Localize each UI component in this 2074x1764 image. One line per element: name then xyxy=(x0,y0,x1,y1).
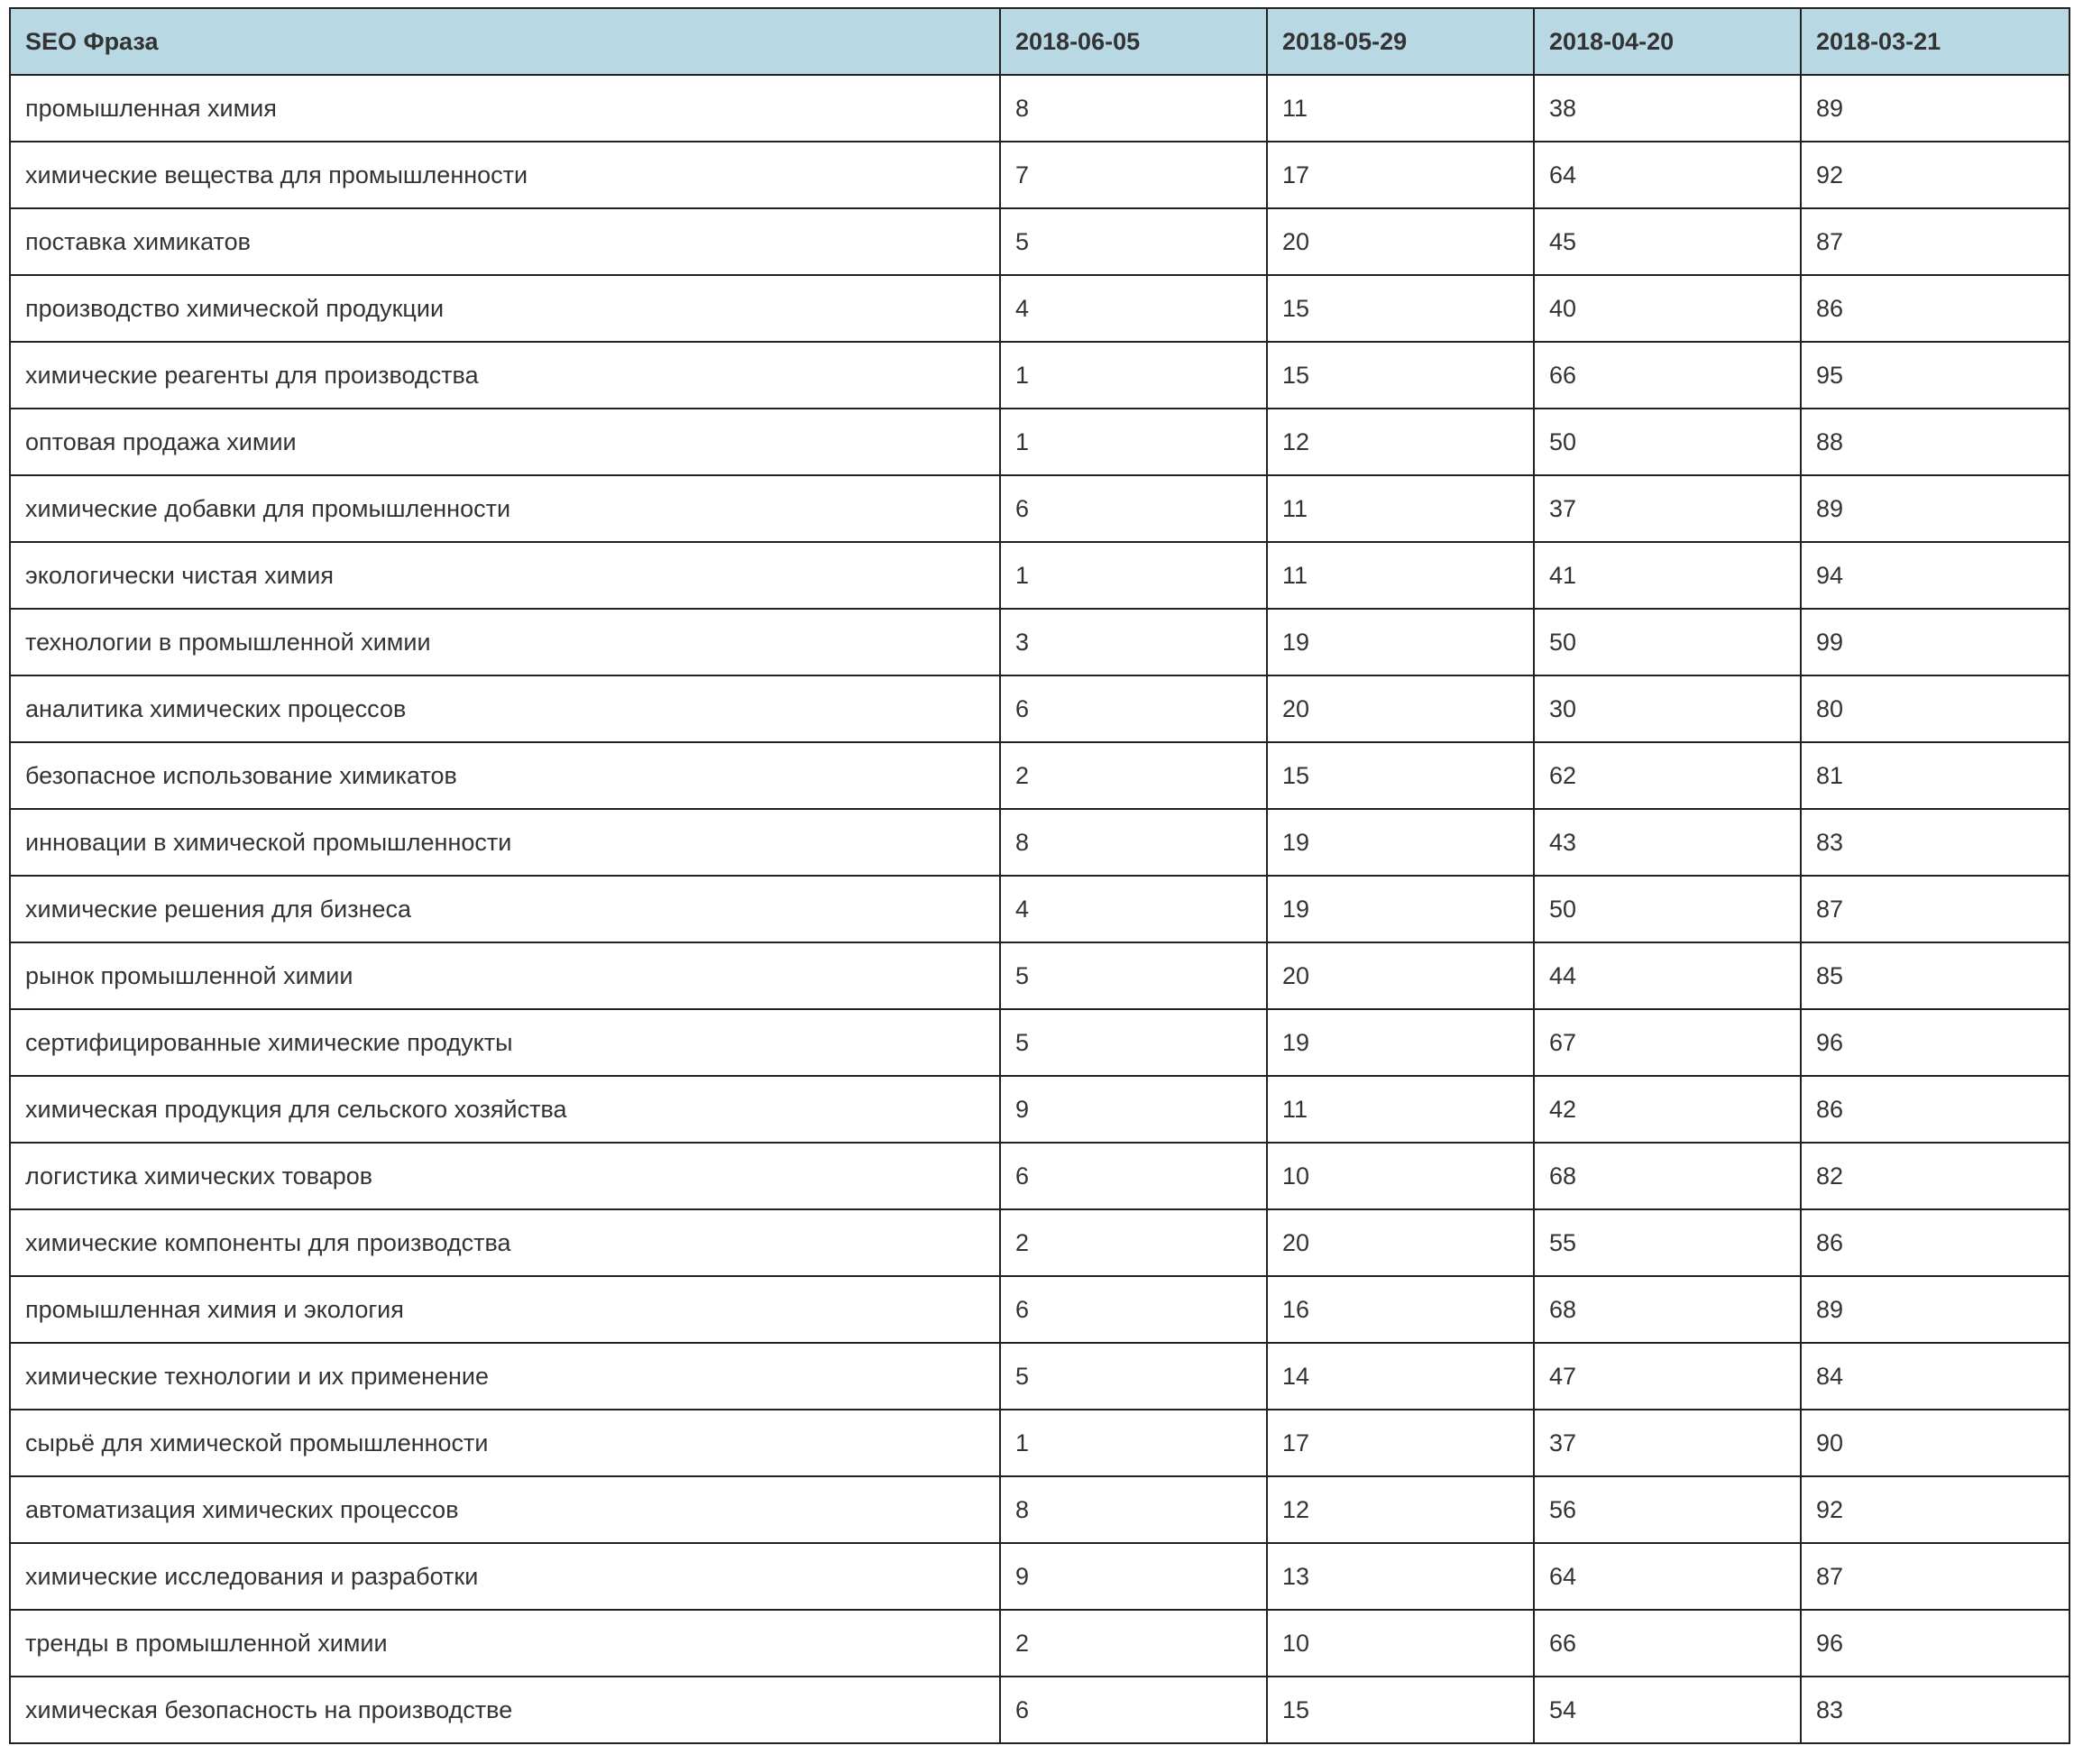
cell-phrase: химические технологии и их применение xyxy=(10,1343,1000,1410)
cell-position: 82 xyxy=(1801,1143,2069,1209)
cell-phrase: химические исследования и разработки xyxy=(10,1543,1000,1610)
cell-position: 95 xyxy=(1801,342,2069,409)
cell-position: 11 xyxy=(1267,75,1534,142)
cell-phrase: рынок промышленной химии xyxy=(10,942,1000,1009)
table-row xyxy=(10,809,2069,876)
cell-position: 47 xyxy=(1534,1343,1801,1410)
cell-phrase: сырьё для химической промышленности xyxy=(10,1410,1000,1476)
cell-position: 86 xyxy=(1801,1076,2069,1143)
cell-position: 9 xyxy=(1000,1543,1267,1610)
cell-position: 37 xyxy=(1534,1410,1801,1476)
cell-position: 50 xyxy=(1534,876,1801,942)
cell-position: 6 xyxy=(1000,675,1267,742)
cell-position: 68 xyxy=(1534,1276,1801,1343)
cell-phrase: химические реагенты для производства xyxy=(10,342,1000,409)
cell-position: 86 xyxy=(1801,275,2069,342)
cell-position: 2 xyxy=(1000,742,1267,809)
cell-position: 89 xyxy=(1801,1276,2069,1343)
table-body xyxy=(10,75,2069,1743)
cell-position: 81 xyxy=(1801,742,2069,809)
table-row xyxy=(10,742,2069,809)
cell-position: 37 xyxy=(1534,475,1801,542)
cell-phrase: химическая безопасность на производстве xyxy=(10,1677,1000,1743)
table-row xyxy=(10,542,2069,609)
cell-position: 7 xyxy=(1000,142,1267,208)
cell-position: 15 xyxy=(1267,342,1534,409)
cell-phrase: оптовая продажа химии xyxy=(10,409,1000,475)
cell-position: 50 xyxy=(1534,609,1801,675)
column-header-date[interactable]: 2018-03-21 xyxy=(1801,8,2069,75)
cell-position: 19 xyxy=(1267,609,1534,675)
cell-position: 92 xyxy=(1801,142,2069,208)
cell-position: 96 xyxy=(1801,1009,2069,1076)
table-row xyxy=(10,675,2069,742)
table-row xyxy=(10,1076,2069,1143)
cell-position: 2 xyxy=(1000,1209,1267,1276)
cell-position: 17 xyxy=(1267,1410,1534,1476)
column-header-date[interactable]: 2018-06-05 xyxy=(1000,8,1267,75)
cell-position: 8 xyxy=(1000,1476,1267,1543)
cell-position: 4 xyxy=(1000,275,1267,342)
cell-position: 9 xyxy=(1000,1076,1267,1143)
table-container xyxy=(9,7,2069,1744)
cell-position: 20 xyxy=(1267,675,1534,742)
cell-position: 1 xyxy=(1000,409,1267,475)
table-row xyxy=(10,142,2069,208)
cell-position: 17 xyxy=(1267,142,1534,208)
cell-position: 64 xyxy=(1534,142,1801,208)
cell-phrase: производство химической продукции xyxy=(10,275,1000,342)
cell-position: 4 xyxy=(1000,876,1267,942)
table-row xyxy=(10,1343,2069,1410)
cell-position: 11 xyxy=(1267,1076,1534,1143)
cell-position: 19 xyxy=(1267,809,1534,876)
column-header-date[interactable]: 2018-05-29 xyxy=(1267,8,1534,75)
cell-position: 42 xyxy=(1534,1076,1801,1143)
cell-phrase: экологически чистая химия xyxy=(10,542,1000,609)
header-row xyxy=(10,8,2069,75)
cell-position: 50 xyxy=(1534,409,1801,475)
cell-position: 5 xyxy=(1000,942,1267,1009)
cell-position: 66 xyxy=(1534,342,1801,409)
cell-position: 8 xyxy=(1000,75,1267,142)
cell-position: 54 xyxy=(1534,1677,1801,1743)
cell-position: 41 xyxy=(1534,542,1801,609)
table-row xyxy=(10,609,2069,675)
cell-position: 15 xyxy=(1267,1677,1534,1743)
cell-phrase: инновации в химической промышленности xyxy=(10,809,1000,876)
table-header xyxy=(10,8,2069,75)
cell-position: 84 xyxy=(1801,1343,2069,1410)
table-row xyxy=(10,1276,2069,1343)
cell-position: 15 xyxy=(1267,742,1534,809)
cell-position: 19 xyxy=(1267,876,1534,942)
cell-position: 12 xyxy=(1267,409,1534,475)
cell-position: 62 xyxy=(1534,742,1801,809)
table-row xyxy=(10,342,2069,409)
cell-phrase: химические добавки для промышленности xyxy=(10,475,1000,542)
cell-position: 11 xyxy=(1267,542,1534,609)
cell-position: 66 xyxy=(1534,1610,1801,1677)
cell-phrase: химическая продукция для сельского хозяйства xyxy=(10,1076,1000,1143)
cell-position: 3 xyxy=(1000,609,1267,675)
column-header-date[interactable]: 2018-04-20 xyxy=(1534,8,1801,75)
table-row xyxy=(10,75,2069,142)
cell-position: 5 xyxy=(1000,1009,1267,1076)
table-row xyxy=(10,1410,2069,1476)
cell-position: 92 xyxy=(1801,1476,2069,1543)
cell-position: 87 xyxy=(1801,876,2069,942)
cell-position: 6 xyxy=(1000,475,1267,542)
cell-position: 80 xyxy=(1801,675,2069,742)
cell-position: 90 xyxy=(1801,1410,2069,1476)
cell-position: 11 xyxy=(1267,475,1534,542)
cell-position: 89 xyxy=(1801,475,2069,542)
cell-phrase: химические вещества для промышленности xyxy=(10,142,1000,208)
table-row xyxy=(10,1143,2069,1209)
table-row xyxy=(10,1209,2069,1276)
cell-phrase: тренды в промышленной химии xyxy=(10,1610,1000,1677)
cell-position: 44 xyxy=(1534,942,1801,1009)
cell-phrase: аналитика химических процессов xyxy=(10,675,1000,742)
cell-position: 6 xyxy=(1000,1677,1267,1743)
table-row xyxy=(10,1543,2069,1610)
table-row xyxy=(10,409,2069,475)
cell-position: 40 xyxy=(1534,275,1801,342)
cell-position: 20 xyxy=(1267,1209,1534,1276)
cell-position: 87 xyxy=(1801,1543,2069,1610)
cell-position: 20 xyxy=(1267,942,1534,1009)
cell-position: 15 xyxy=(1267,275,1534,342)
cell-phrase: логистика химических товаров xyxy=(10,1143,1000,1209)
cell-position: 30 xyxy=(1534,675,1801,742)
cell-position: 38 xyxy=(1534,75,1801,142)
cell-phrase: химические решения для бизнеса xyxy=(10,876,1000,942)
table-row xyxy=(10,876,2069,942)
cell-position: 19 xyxy=(1267,1009,1534,1076)
cell-position: 6 xyxy=(1000,1276,1267,1343)
table-row xyxy=(10,942,2069,1009)
cell-position: 87 xyxy=(1801,208,2069,275)
cell-phrase: промышленная химия xyxy=(10,75,1000,142)
cell-position: 88 xyxy=(1801,409,2069,475)
cell-phrase: безопасное использование химикатов xyxy=(10,742,1000,809)
cell-position: 13 xyxy=(1267,1543,1534,1610)
cell-position: 14 xyxy=(1267,1343,1534,1410)
cell-position: 10 xyxy=(1267,1610,1534,1677)
cell-phrase: сертифицированные химические продукты xyxy=(10,1009,1000,1076)
table-row xyxy=(10,208,2069,275)
cell-position: 16 xyxy=(1267,1276,1534,1343)
cell-position: 43 xyxy=(1534,809,1801,876)
cell-position: 5 xyxy=(1000,208,1267,275)
table-row xyxy=(10,475,2069,542)
cell-position: 5 xyxy=(1000,1343,1267,1410)
seo-rankings-table xyxy=(9,7,2070,1744)
cell-position: 1 xyxy=(1000,542,1267,609)
table-row xyxy=(10,1009,2069,1076)
cell-position: 89 xyxy=(1801,75,2069,142)
cell-position: 67 xyxy=(1534,1009,1801,1076)
cell-position: 1 xyxy=(1000,1410,1267,1476)
cell-position: 55 xyxy=(1534,1209,1801,1276)
cell-position: 83 xyxy=(1801,1677,2069,1743)
cell-position: 2 xyxy=(1000,1610,1267,1677)
cell-position: 96 xyxy=(1801,1610,2069,1677)
table-row xyxy=(10,275,2069,342)
cell-position: 8 xyxy=(1000,809,1267,876)
cell-position: 10 xyxy=(1267,1143,1534,1209)
cell-position: 85 xyxy=(1801,942,2069,1009)
table-row xyxy=(10,1476,2069,1543)
cell-position: 68 xyxy=(1534,1143,1801,1209)
cell-phrase: технологии в промышленной химии xyxy=(10,609,1000,675)
column-header-phrase[interactable]: SEO Фраза xyxy=(10,8,1000,75)
cell-position: 45 xyxy=(1534,208,1801,275)
cell-position: 6 xyxy=(1000,1143,1267,1209)
cell-position: 12 xyxy=(1267,1476,1534,1543)
cell-position: 99 xyxy=(1801,609,2069,675)
cell-position: 94 xyxy=(1801,542,2069,609)
cell-position: 83 xyxy=(1801,809,2069,876)
cell-phrase: промышленная химия и экология xyxy=(10,1276,1000,1343)
cell-position: 56 xyxy=(1534,1476,1801,1543)
cell-phrase: химические компоненты для производства xyxy=(10,1209,1000,1276)
table-row xyxy=(10,1610,2069,1677)
cell-position: 20 xyxy=(1267,208,1534,275)
cell-position: 86 xyxy=(1801,1209,2069,1276)
cell-phrase: поставка химикатов xyxy=(10,208,1000,275)
cell-position: 64 xyxy=(1534,1543,1801,1610)
cell-phrase: автоматизация химических процессов xyxy=(10,1476,1000,1543)
cell-position: 1 xyxy=(1000,342,1267,409)
table-row xyxy=(10,1677,2069,1743)
